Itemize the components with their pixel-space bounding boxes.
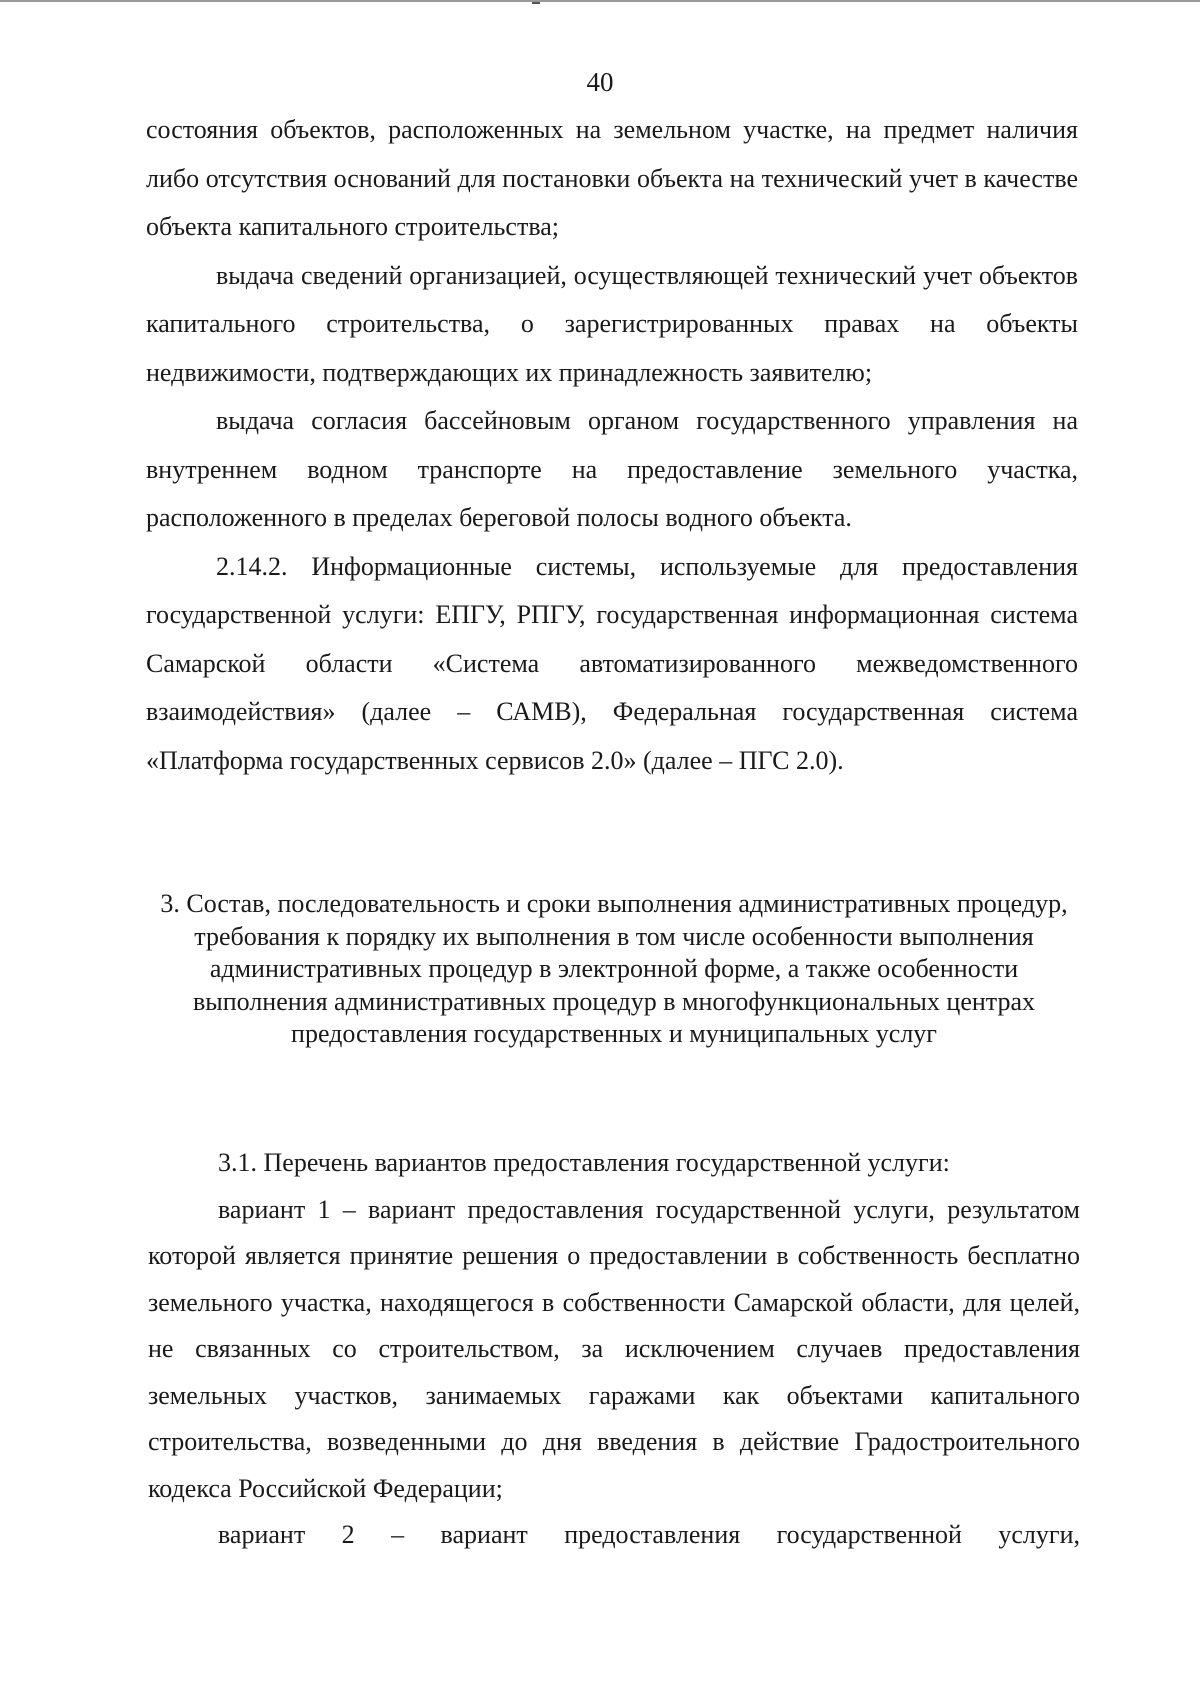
paragraph-variant-1: вариант 1 – вариант предоставления государственной услуги, результатом которой является принятие решения о предоставлении в собственность бесплатно земельного участка, находящегося в собственности Самарской области, для целей, не связанных со строительством, за исключением случаев предоставления земельных участков, занимаемых гаражами как объектами капитального строительства, возведенными до дня введения в действие Градостроительного кодекса Российской Федерации; <box>148 1194 1080 1503</box>
section-2-text <box>146 106 1078 785</box>
scan-top-edge <box>0 0 1200 2</box>
paragraph-variant-2: вариант 2 – вариант предоставления государственной услуги, <box>218 1520 1080 1549</box>
paragraph-water-agency-consent: выдача согласия бассейновым органом государственного управления на внутреннем водном транспорте на предоставление земельного участка, расположенного в пределах береговой полосы водного объекта. <box>146 406 1078 532</box>
scan-mark <box>532 2 540 4</box>
page-number: 40 <box>586 67 614 97</box>
paragraph-technical-record: выдача сведений организацией, осуществляющей технический учет объектов капитального строительства, о зарегистрированных правах на объекты недвижимости, подтверждающих их принадлежность заявителю; <box>146 260 1078 387</box>
paragraph-variants-list: 3.1. Перечень вариантов предоставления государственной услуги: <box>218 1148 950 1177</box>
paragraph-continuation: состояния объектов, расположенных на земельном участке, на предмет наличия либо отсутствия оснований для постановки объекта на технический учет в качестве объекта капитального строительства; <box>146 115 1078 241</box>
section-3-text <box>148 1140 1080 1559</box>
paragraph-information-systems: 2.14.2. Информационные системы, используемые для предоставления государственной услуги: ЕПГУ, РПГУ, государственная информационная система Самарской области «Система автоматизированного межведомственного взаимодействия» (далее – САМВ), Федеральная государственная система «Платформа государственных сервисов 2.0» (далее – ПГС 2.0). <box>146 551 1078 775</box>
section-3-heading: 3. Состав, последовательность и сроки выполнения административных процедур, требования к порядку их выполнения в том числе особенности выполнения административных процедур в электронной форме, а также особенности выполнения административных процедур в многофункциональных центрах предоставления государственных и муниципальных услуг <box>160 889 1068 1049</box>
